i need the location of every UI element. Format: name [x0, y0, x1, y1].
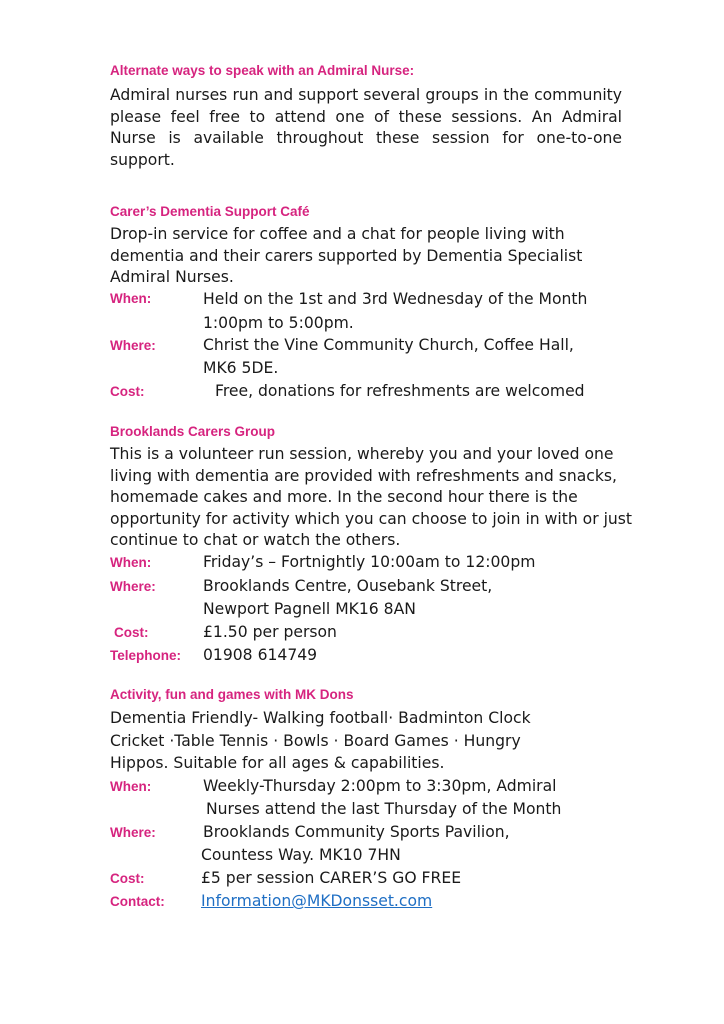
mkdons-cost-label: Cost: [110, 871, 145, 886]
cafe-body: Drop-in service for coffee and a chat for people living with dementia and their carers supported by Dementia Specialist Admiral Nurses. [110, 225, 583, 286]
cafe-where-line-2: MK6 5DE. [203, 359, 279, 377]
brooklands-where-line-2: Newport Pagnell MK16 8AN [203, 600, 416, 618]
mkdons-when-line-2: Nurses attend the last Thursday of the Month [206, 800, 562, 818]
brooklands-telephone-value: 01908 614749 [203, 646, 318, 664]
mkdons-when-line-1: Weekly-Thursday 2:00pm to 3:30pm, Admiral [203, 777, 557, 795]
brooklands-telephone-label: Telephone: [110, 648, 182, 663]
cafe-cost-label: Cost: [110, 384, 145, 399]
cafe-where-label: Where: [110, 338, 156, 353]
mkdons-body-line-3: Hippos. Suitable for all ages & capabilities. [110, 754, 445, 772]
mkdons-where-line-2: Countess Way. MK10 7HN [201, 846, 401, 864]
mkdons-body-line-2: Cricket ·Table Tennis · Bowls · Board Games · Hungry [110, 732, 521, 750]
cafe-where-line-1: Christ the Vine Community Church, Coffee Hall, [203, 336, 574, 354]
brooklands-where-line-1: Brooklands Centre, Ousebank Street, [203, 577, 493, 595]
mkdons-body-line-1: Dementia Friendly- Walking football· Badminton Clock [110, 709, 531, 727]
mkdons-contact-label: Contact: [110, 894, 165, 909]
brooklands-when-label: When: [110, 555, 152, 570]
cafe-when-label: When: [110, 291, 152, 306]
mkdons-contact-line [201, 891, 432, 912]
mkdons-where-line-1: Brooklands Community Sports Pavilion, [203, 823, 510, 841]
intro-heading: Alternate ways to speak with an Admiral Nurse: [110, 63, 415, 78]
mkdons-cost-value: £5 per session CARER’S GO FREE [201, 869, 462, 887]
mkdons-when-label: When: [110, 779, 152, 794]
mkdons-contact-email-link[interactable]: Information@MKDonsset.com [201, 892, 433, 910]
cafe-when-line-1: Held on the 1st and 3rd Wednesday of the Month [203, 290, 588, 308]
cafe-heading: Carer’s Dementia Support Café [110, 204, 310, 219]
brooklands-cost-value: £1.50 per person [203, 623, 337, 641]
brooklands-where-label: Where: [110, 579, 156, 594]
cafe-when-line-2: 1:00pm to 5:00pm. [203, 314, 354, 332]
brooklands-body: This is a volunteer run session, whereby you and your loved one living with dementia are provided with refreshments and snacks, homemade cakes and more. In the second hour there is the opportunity for activity which you can choose to join in with or just continue to chat or watch the others. [110, 445, 633, 549]
cafe-cost-value: Free, donations for refreshments are welcomed [215, 382, 585, 400]
intro-body: Admiral nurses run and support several groups in the community please feel free to attend one of these sessions. An Admiral Nurse is available throughout these session for one-to-one support. [110, 86, 622, 169]
mkdons-where-label: Where: [110, 825, 156, 840]
mkdons-heading: Activity, fun and games with MK Dons [110, 687, 354, 702]
brooklands-when-value: Friday’s – Fortnightly 10:00am to 12:00pm [203, 553, 536, 571]
brooklands-heading: Brooklands Carers Group [110, 424, 276, 439]
brooklands-cost-label: Cost: [114, 625, 149, 640]
